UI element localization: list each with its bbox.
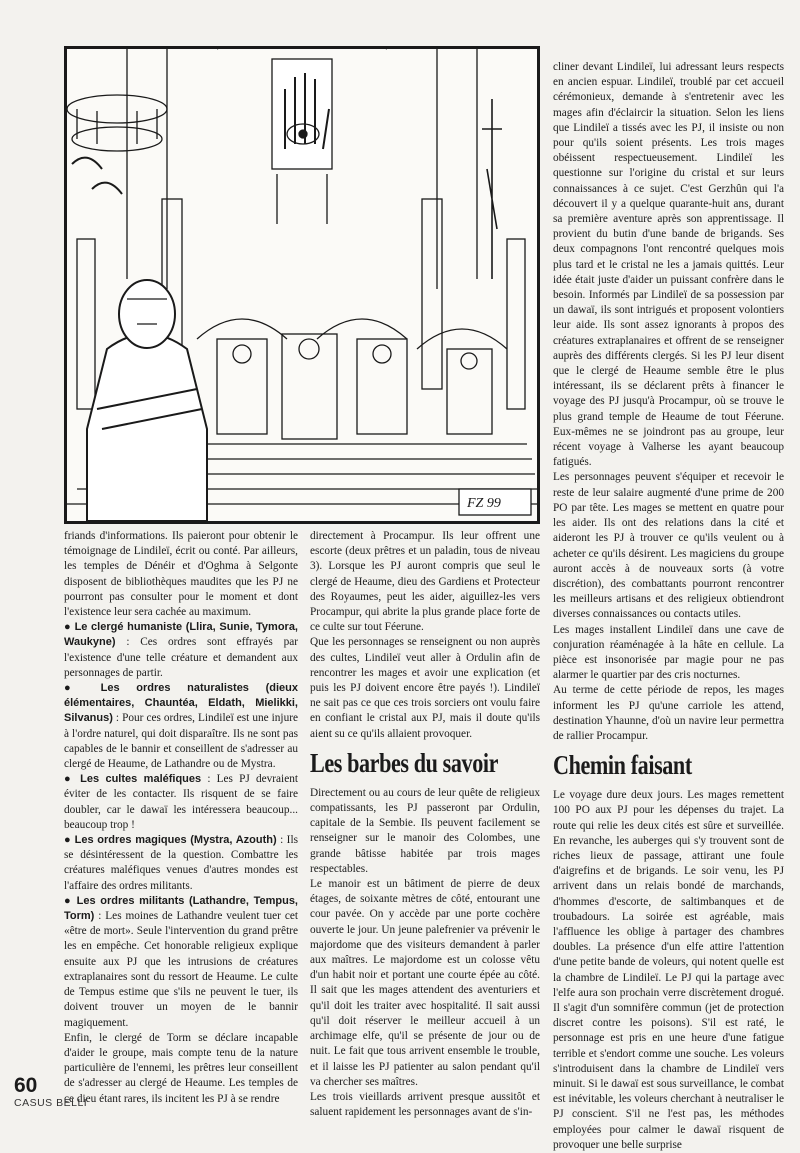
list-item-text: : Pour ces ordres, Lindileï est une injure à l'ordre naturel, qui doit disparaître. Ils ne sont pas capables de le bannir et conseillent de s'adresser au clergé de Heaume, de Lathandre ou de Mystra. — [64, 712, 298, 771]
section-heading: Les barbes du savoir — [310, 747, 499, 778]
temple-scene-drawing — [67, 49, 537, 521]
page-number: 60 — [14, 1074, 38, 1097]
list-item-heading: Le clergé humaniste (Llira, Sunie, Tymora, Waukyne) — [64, 621, 298, 649]
list-item-text: : Ils se désintéressent de la question. Combattre les créatures maléfiques venues d'autres mondes est l'affaire des ordres militants. — [64, 834, 298, 892]
list-item-heading: Les cultes maléfiques — [80, 773, 202, 786]
column-right — [553, 60, 784, 1153]
paragraph: Que les personnages se renseignent ou non auprès des cultes, Lindileï veut aller à Ordulin afin de rencontrer les mages et avoir une explication (et puis les PJ doivent encore être payés !). Lindileï ne sait pas ce que ces trois sorciers ont voulu faire en confiant le cristal aux PJ, mais il doute qu'ils aient su ce qu'ils allaient provoquer. — [310, 636, 540, 740]
page-folio — [14, 1075, 87, 1109]
paragraph: friands d'informations. Ils paieront pour obtenir le témoignage de Lindileï, écrit ou conté. Par ailleurs, les temples de Dénéir et d'Oghma à Selgonte disposent de bibliothèques maudites que les PJ ne pourront pas consulter pour le moment et dont l'existence leur sera cachée au maximum. — [64, 530, 298, 619]
paragraph: Le manoir est un bâtiment de pierre de deux étages, de soixante mètres de côté, entourant une cour pavée. On y accède par une porte cochère ouverte le jour. Un jeune palefrenier va prévenir le majordome que des visiteurs demandent à parler aux maîtres. Le majordome est un colosse vêtu d'un habit noir et portant une courte épée au côté. Il sait que les mages attendent des aventuriers et qu'il doit les traiter avec hospitalité. Il sait aussi qu'il doit réserver le meilleur accueil à un archimage elfe, qu'il se présente de jour ou de nuit. Le fait que tous arrivent ensemble le trouble, et il laisse les PJ patienter au salon pendant qu'il va chercher ses maîtres. — [310, 878, 540, 1088]
list-item: ● Le clergé humaniste (Llira, Sunie, Tymora, Waukyne) : Ces ordres sont effrayés par l'existence d'une telle créature et demandent aux personnages de partir. — [64, 621, 298, 679]
list-item-text: : Ces ordres sont effrayés par l'existence d'une telle créature et demandent aux personnages de partir. — [64, 636, 298, 679]
temple-illustration — [64, 46, 540, 524]
column-left — [64, 529, 298, 1107]
list-item: ● Les ordres naturalistes (dieux élémentaires, Chauntéa, Eldath, Mielikki, Silvanus) : Pour ces ordres, Lindileï est une injure à l'ordre naturel, qui doit disparaître. Ils ne sont pas capables de le bannir et conseillent de s'adresser au clergé de Heaume, de Lathandre ou de Mystra. — [64, 682, 298, 771]
paragraph: Directement ou au cours de leur quête de religieux compatissants, les PJ passeront par Ordulin, capitale de la Sembie. Ils peuvent facilement se renseigner sur le manoir des Colombes, une grande bâtisse habitée par trois mages respectables. — [310, 786, 540, 875]
section-heading: Chemin faisant — [553, 750, 692, 781]
list-item-heading: Les ordres magiques (Mystra, Azouth) — [74, 834, 277, 847]
list-item-text: : Les moines de Lathandre veulent tuer cet «être de mort». Seule l'intervention du grand prêtre les en empêche. Cet honorable religieux explique ensuite aux PJ que les intrusions de créatures extraplanaires sont du ressort de Heaume. Le culte de Tempus estime que s'ils ne peuvent le tuer, ils doivent trouver un moyen de le bannir magiquement. — [64, 910, 298, 1029]
artist-signature: FZ 99 — [467, 496, 501, 511]
paragraph: Le voyage dure deux jours. Les mages remettent 100 PO aux PJ pour les dépenses du trajet. La route qui relie les deux cités est sûre et surveillée. En revanche, les auberges qui s'y trouvent sont de riches lieux de passage, attirant une foule d'aigrefins et de brigands. Le soir venu, les PJ arrivent dans un relais bondé de marchands, d'hommes d'escorte, de saltimbanques et de troubadours. La soirée est agréable, mais l'affluence les oblige à partager des chambres doubles. La présence d'un elfe attire l'attention d'une petite bande de voleurs, qui notent quelle est la chambre de Lindileï. Le PJ qui la partage avec l'elfe aura son prochain verre discrètement drogué. Il s'agit d'un somnifère commun (jet de protection discret contre les poisons). S'il est raté, le personnage est pris en une heure d'une fatigue terrible et s'endort comme une souche. Les voleurs s'introduisent dans la chambre de Lindileï vers minuit. Si le dawaï est sous surveillance, le combat est inévitable, les voleurs cherchant à neutraliser le PJ conscient. S'il ne l'est pas, les méthodes employées pour calmer le dawaï risquent de provoquer une belle surprise — [553, 789, 784, 1151]
paragraph: Les mages installent Lindileï dans une cave de conjuration réaménagée à la hâte en cellule. La pièce est insonorisée par magie pour ne pas alarmer le quartier par des cris nocturnes. — [553, 623, 784, 682]
list-item: ● Les cultes maléfiques : Les PJ devraient éviter de les contacter. Ils risquent de se faire doubler, car le dawaï les intéressera beaucoup... beaucoup trop ! — [64, 773, 298, 831]
list-item-text: : Les PJ devraient éviter de les contacter. Ils risquent de se faire doubler, car le dawaï les intéressera beaucoup... beaucoup trop ! — [64, 773, 298, 831]
paragraph: Au terme de cette période de repos, les mages informent les PJ qu'une carriole les attend, destination Yhaunne, d'où un navire leur permettra de rallier Procampur. — [553, 684, 784, 742]
list-item: ● Les ordres magiques (Mystra, Azouth) : Ils se désintéressent de la question. Combattre les créatures maléfiques venues d'autres mondes est l'affaire des ordres militants. — [64, 834, 298, 892]
list-item-heading: Les ordres naturalistes (dieux élémentaires, Chauntéa, Eldath, Mielikki, Silvanus) — [64, 682, 298, 725]
paragraph: Les trois vieillards arrivent presque aussitôt et saluent rapidement les personnages avant de s'in- — [310, 1090, 540, 1119]
paragraph: Les personnages peuvent s'équiper et recevoir le reste de leur salaire augmenté d'une prime de 200 PO par tête. Les mages se mettent en quatre pour les aider. Ils ont des relations dans la cité et aideront les PJ à trouver ce qu'ils veulent ou à acheter ce qu'ils désirent. Les magiciens du groupe auront accès à de nouveaux sorts (à votre discrétion), des combattants pourront rencontrer les meilleurs artisans et des religieux obtiendront diverses connaissances ou contacts utiles. — [553, 471, 784, 621]
magazine-name: CASUS BELLI — [14, 1097, 88, 1109]
list-item: ● Les ordres militants (Lathandre, Tempus, Torm) : Les moines de Lathandre veulent tuer cet «être de mort». Seule l'intervention du grand prêtre les en empêche. Cet honorable religieux explique ensuite aux PJ que les intrusions de créatures extraplanaires sont du ressort de Heaume. Le culte de Tempus estime que s'ils ne peuvent le tuer, ils doivent trouver un moyen de le bannir magiquement. — [64, 894, 298, 1029]
list-item-heading: Les ordres militants (Lathandre, Tempus, Torm) — [64, 894, 298, 923]
paragraph: Enfin, le clergé de Torm se déclare incapable d'aider le groupe, mais compte tenu de la nature particulière de l'ennemi, les prêtres leur conseillent de s'adresser au clergé de Heaume. Les temples de ce dieu étant rares, ils incitent les PJ à se rendre — [64, 1031, 298, 1105]
column-middle — [310, 529, 540, 1120]
paragraph: directement à Procampur. Ils leur offrent une escorte (deux prêtres et un paladin, tous de niveau 3). Lorsque les PJ auront compris que seul le clergé de Heaume, dieu des Gardiens et Protecteur des Royaumes, peut les aider, aiguillez-les vers Procampur, qui abrite la plus grande place forte de ce culte sur tout Féerune. — [310, 530, 540, 634]
paragraph: cliner devant Lindileï, lui adressant leurs respects en ancien espuar. Lindileï, troublé par cet accueil cérémonieux, demande à s'entretenir avec les mages afin d'éclaircir la situation. Selon les liens que Lindileï a tissés avec les PJ, il insiste ou non pour qu'ils soient présents. Les trois mages obéissent respectueusement. Lindileï les questionne sur l'origine du cristal et sur leurs connaissances à ce sujet. C'est Gerzhûn qui l'a découvert il y a quelque quarante-huit ans, durant sa première aventure après son apprentissage. Il provient du butin d'une bande de brigands. Ses deux compagnons l'ont rencontré quelques mois plus tard et le cristal ne les a jamais quittés. Leur idée était juste d'aider un puissant confrère dans le besoin. Informés par Lindileï de sa possession par un dawaï, ils sont intrigués et proposent volontiers leur aide. Ils sont assez ignorants à propos des créatures extraplanaires et offrent de se renseigner auprès des différents clergés. Si les PJ leur disent que le clergé de Heaume semble être le plus intéressant, ils se déclarent prêts à financer le voyage des PJ jusqu'à Procampur, où se trouve le plus grand temple de Heaume de tout Féerune. Eux-mêmes ne se joindront pas au groupe, leur récent voyage à Valherse les ayant beaucoup fatigués. — [553, 61, 784, 469]
